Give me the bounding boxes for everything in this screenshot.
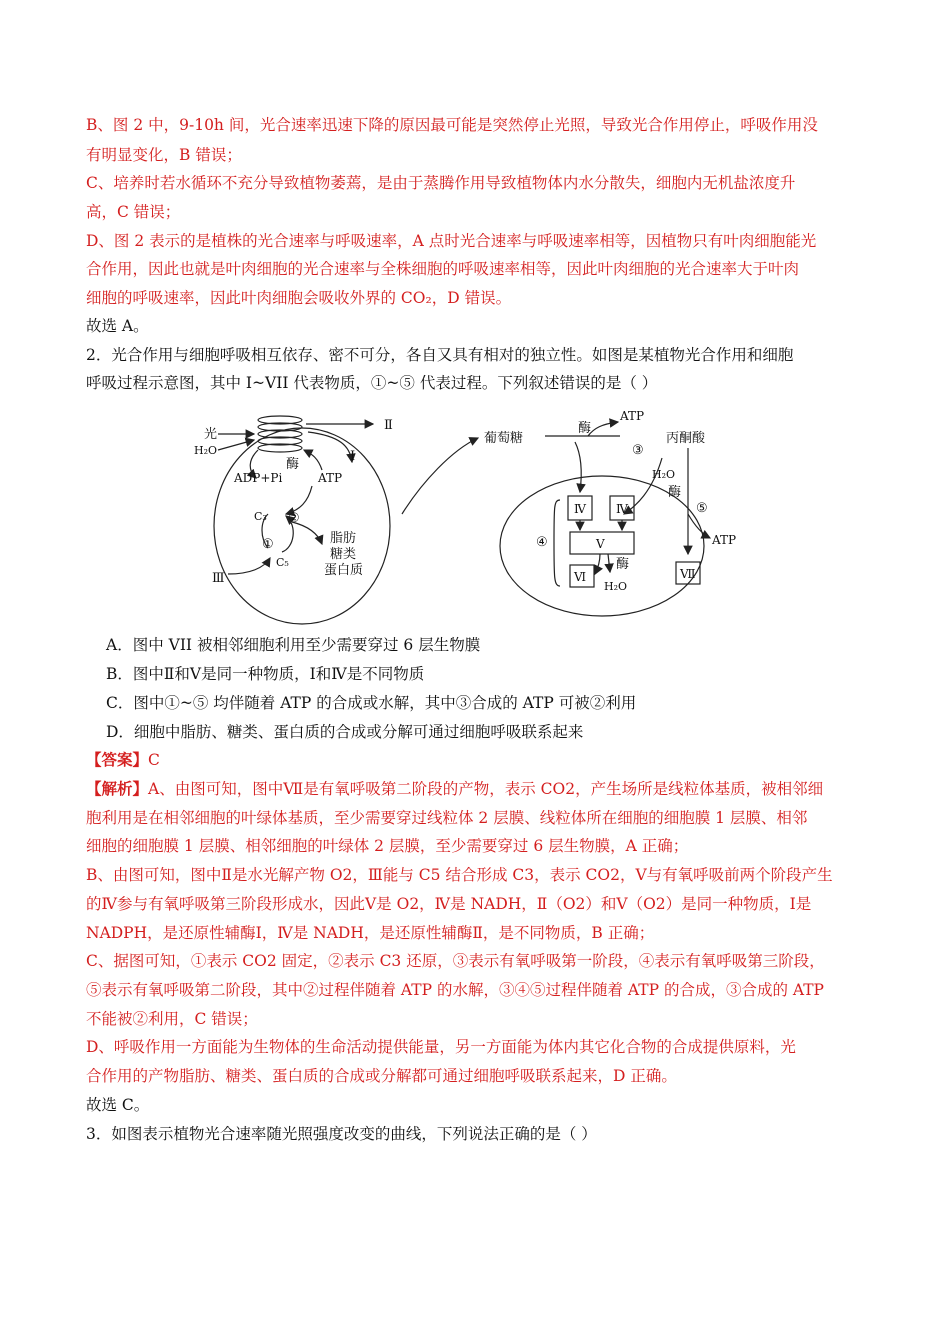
label-V: Ⅴ: [596, 537, 605, 551]
analysis-conclusion: 故选 C。: [86, 1096, 150, 1114]
label-atp: ATP: [318, 471, 343, 485]
label-III: Ⅲ: [212, 571, 225, 586]
label-atp-top: ATP: [620, 409, 645, 423]
prev-answer-line: 有明显变化，B 错误；: [86, 146, 242, 164]
answer-line: [86, 749, 160, 771]
option-d: D．细胞中脂肪、糖类、蛋白质的合成或分解可通过细胞呼吸联系起来: [106, 723, 584, 741]
label-enzyme-low: 酶: [616, 557, 630, 572]
label-enzyme-top: 酶: [578, 421, 592, 436]
analysis-line: NADPH，是还原性辅酶Ⅰ，Ⅳ是 NADH，是还原性辅酶Ⅱ，是不同物质，B 正确；: [86, 924, 655, 942]
label-atp-right: ATP: [712, 533, 737, 547]
label-step-2: ②: [288, 511, 300, 526]
label-I: Ⅰ: [350, 449, 356, 464]
label-step-3: ③: [632, 443, 644, 458]
analysis-line: C、据图可知，①表示 CO2 固定，②表示 C3 还原，③表示有氧呼吸第一阶段，④表示有氧呼吸第三阶段，: [86, 952, 825, 970]
prev-answer-conclusion: 故选 A。: [86, 317, 149, 335]
analysis-line: 细胞的细胞膜 1 层膜、相邻细胞的叶绿体 2 层膜，至少需要穿过 6 层生物膜，A 正确；: [86, 837, 689, 855]
prev-answer-line: B、图 2 中，9-10h 间，光合速率迅速下降的原因最可能是突然停止光照，导致光合作用停止，呼吸作用没: [86, 116, 818, 134]
label-glucose: 葡萄糖: [484, 431, 524, 446]
label-VII: Ⅶ: [680, 567, 696, 581]
analysis-line: 不能被②利用，C 错误；: [86, 1010, 258, 1028]
label-VI: Ⅵ: [574, 570, 587, 584]
label-step-4: ④: [536, 535, 548, 550]
label-IV-right: Ⅳ: [616, 502, 628, 516]
analysis-tag: 【解析】: [86, 779, 149, 798]
answer-tag: 【答案】: [86, 750, 149, 769]
label-pyruvate: 丙酮酸: [666, 431, 706, 446]
question-2-stem: 呼吸过程示意图，其中 I~VII 代表物质，①~⑤ 代表过程。下列叙述错误的是（ ）: [86, 374, 658, 392]
photosynthesis-respiration-diagram: [190, 402, 780, 628]
answer-value: C: [148, 751, 160, 769]
label-step-1: ①: [262, 537, 274, 552]
label-c5: C₅: [276, 556, 289, 569]
label-water-out: H₂O: [604, 580, 628, 593]
prev-answer-line: C、培养时若水循环不充分导致植物萎蔫，是由于蒸腾作用导致植物体内水分散失，细胞内无机盐浓度升: [86, 174, 796, 192]
chloroplast-outline: [214, 428, 390, 624]
prev-answer-line: 细胞的呼吸速率，因此叶肉细胞会吸收外界的 CO₂，D 错误。: [86, 289, 512, 307]
analysis-text: A、由图可知，图中Ⅶ是有氧呼吸第二阶段的产物，表示 CO2，产生场所是线粒体基质，被相邻细: [148, 780, 824, 798]
analysis-line: ⑤表示有氧呼吸第二阶段，其中②过程伴随着 ATP 的水解，③④⑤过程伴随着 ATP 的合成，③合成的 ATP: [86, 981, 824, 999]
prev-answer-line: D、图 2 表示的是植株的光合速率与呼吸速率，A 点时光合速率与呼吸速率相等，因植物只有叶肉细胞能光: [86, 232, 817, 250]
label-enzyme-mid: 酶: [668, 485, 682, 500]
question-2-stem: 2．光合作用与细胞呼吸相互依存、密不可分，各自又具有相对的独立性。如图是某植物光合作用和细胞: [86, 346, 794, 364]
analysis-line: 合作用的产物脂肪、糖类、蛋白质的合成或分解都可通过细胞呼吸联系起来，D 正确。: [86, 1067, 677, 1085]
grana-stack-icon: [258, 416, 302, 452]
label-fat: 脂肪: [330, 531, 357, 546]
option-a: A．图中 VII 被相邻细胞利用至少需要穿过 6 层生物膜: [106, 636, 481, 654]
label-sugar: 糖类: [330, 547, 357, 562]
label-step-5: ⑤: [696, 501, 708, 516]
label-II: Ⅱ: [384, 418, 393, 433]
analysis-line: D、呼吸作用一方面能为生物体的生命活动提供能量，另一方面能为体内其它化合物的合成提供原料，光: [86, 1038, 796, 1056]
option-b: B．图中Ⅱ和Ⅴ是同一种物质，Ⅰ和Ⅳ是不同物质: [106, 665, 425, 683]
label-IV-left: Ⅳ: [574, 502, 586, 516]
label-water: H₂O: [194, 444, 218, 457]
label-light: 光: [204, 427, 218, 442]
analysis-line: 的Ⅳ参与有氧呼吸第三阶段形成水，因此Ⅴ是 O2，Ⅳ是 NADH，Ⅱ（O2）和Ⅴ（O2）是同一种物质，Ⅰ是: [86, 895, 812, 913]
label-enzyme-chloroplast: 酶: [286, 457, 300, 472]
label-water-in: H₂O: [652, 468, 676, 481]
label-c3: C₃: [254, 510, 267, 523]
label-protein: 蛋白质: [324, 563, 364, 578]
label-adp: ADP+Pi: [234, 471, 283, 485]
analysis-line: 胞利用是在相邻细胞的叶绿体基质，至少需要穿过线粒体 2 层膜、线粒体所在细胞的细胞膜 1 层膜、相邻: [86, 809, 808, 827]
option-c: C．图中①~⑤ 均伴随着 ATP 的合成或水解，其中③合成的 ATP 可被②利用: [106, 694, 637, 712]
prev-answer-line: 高，C 错误；: [86, 203, 181, 221]
prev-answer-line: 合作用，因此也就是叶肉细胞的光合速率与全株细胞的呼吸速率相等，因此叶肉细胞的光合速率大于叶肉: [86, 260, 800, 278]
analysis-line: B、由图可知，图中Ⅱ是水光解产物 O2，Ⅲ能与 C5 结合形成 C3，表示 CO2，Ⅴ与有氧呼吸前两个阶段产生: [86, 866, 833, 884]
analysis-line: [86, 778, 823, 800]
question-3-stem: 3．如图表示植物光合速率随光照强度改变的曲线，下列说法正确的是（ ）: [86, 1125, 597, 1143]
